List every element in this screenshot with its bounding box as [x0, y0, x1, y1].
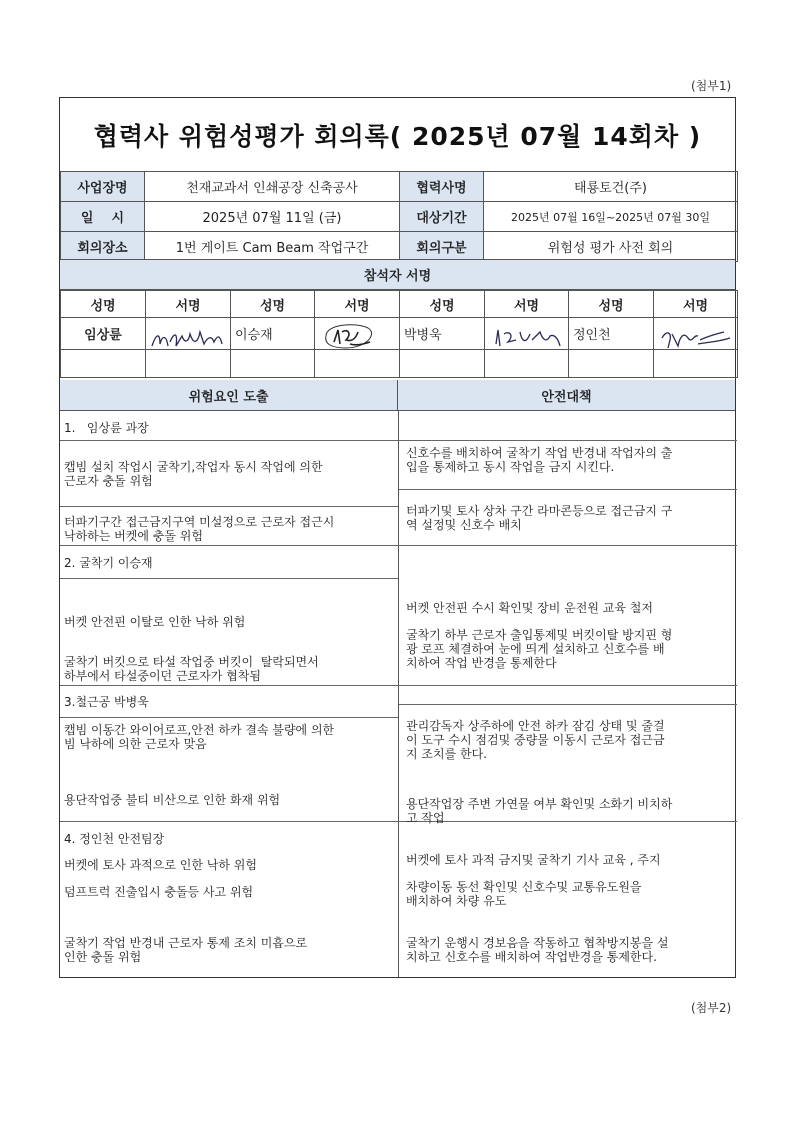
signature-scribble-1 — [148, 324, 228, 354]
hazard-item: 용단작업중 불티 비산으로 인한 화재 위험 — [64, 793, 281, 807]
place-label: 회의장소 — [61, 232, 145, 262]
sign-header: 서명 — [485, 291, 569, 318]
row-divider — [399, 545, 737, 546]
name-header: 성명 — [231, 291, 315, 318]
row-divider — [60, 821, 399, 822]
hazard-item: 덤프트럭 진출입시 충돌등 사고 위험 — [64, 885, 254, 899]
empty-cell — [400, 350, 485, 378]
hazard-item: 캡빔 설치 작업시 굴착기,작업자 동시 작업에 의한 근로자 충돌 위험 — [64, 460, 323, 488]
empty-cell — [569, 350, 654, 378]
date-label: 일 시 — [61, 202, 145, 232]
attendee-name: 이승재 — [231, 318, 315, 350]
hazard-item: 캡빔 이동간 와이어로프,안전 하카 결속 불량에 의한 빔 낙하에 의한 근로자 맞음 — [64, 723, 335, 751]
measure-item: 굴착기 운행시 경보음을 작동하고 협착방지봉을 설 치하고 신호수를 배치하여 작업반경을 통제한다. — [406, 936, 669, 964]
row-divider — [399, 704, 737, 705]
section-heading: 2. 굴착기 이승재 — [64, 556, 153, 570]
period-label: 대상기간 — [400, 202, 484, 232]
hazard-item: 버켓에 토사 과적으로 인한 낙하 위험 — [64, 858, 257, 872]
column-divider — [398, 411, 399, 978]
meeting-type-value: 위험성 평가 사전 회의 — [484, 232, 738, 262]
measure-item: 신호수를 배치하여 굴착기 작업 반경내 작업자의 출 입을 통제하고 동시 작업을 금지 시킨다. — [406, 446, 673, 474]
partner-label: 협력사명 — [400, 172, 484, 202]
site-value: 천재교과서 인쇄공장 신축공사 — [145, 172, 400, 202]
empty-cell — [654, 350, 738, 378]
row-divider — [60, 685, 399, 686]
document-title: 협력사 위험성평가 회의록( 2025년 07월 14회차 ) — [60, 98, 735, 172]
row-divider — [399, 685, 737, 686]
attendee-signature-heading: 참석자 서명 — [60, 259, 735, 290]
sign-header: 서명 — [146, 291, 231, 318]
measure-column-header: 안전대책 — [398, 380, 735, 410]
row-divider — [60, 717, 399, 718]
hazard-item: 터파기구간 접근금지구역 미설정으로 근로자 접근시 낙하하는 버켓에 충돌 위험 — [64, 515, 335, 543]
signature-scribble-4 — [658, 324, 734, 352]
row-divider — [399, 440, 737, 441]
measure-item: 버켓 안전핀 수시 확인및 장비 운전원 교육 철저 — [406, 601, 653, 615]
meeting-type-label: 회의구분 — [400, 232, 484, 262]
assessment-header-row — [60, 380, 735, 411]
measure-item: 터파기및 토사 상차 구간 라마콘등으로 접근금지 구 역 설정및 신호수 배치 — [406, 504, 673, 532]
hazard-column-header: 위험요인 도출 — [60, 380, 398, 410]
date-value: 2025년 07월 11일 (금) — [145, 202, 400, 232]
attendee-name: 임상륜 — [61, 318, 146, 350]
measure-item: 관리감독자 상주하에 안전 하카 잠김 상태 및 줄걸 이 도구 수시 점검및 중량물 이동시 근로자 접근금 지 조치를 한다. — [406, 719, 665, 761]
empty-cell — [231, 350, 315, 378]
place-value: 1번 게이트 Cam Beam 작업구간 — [145, 232, 400, 262]
meeting-info-table — [60, 171, 738, 262]
row-divider — [399, 489, 737, 490]
hazard-item: 굴착기 버킷으로 타설 작업중 버킷이 탈락되면서 하부에서 타설중이던 근로자가 협착됨 — [64, 655, 319, 683]
partner-value: 태룡토건(주) — [484, 172, 738, 202]
sign-header: 서명 — [654, 291, 738, 318]
empty-cell — [61, 350, 146, 378]
empty-cell — [485, 350, 569, 378]
measure-item: 굴착기 하부 근로자 출입통제및 버킷이탈 방지핀 형 광 로프 체결하여 눈에 띄게 설치하고 신호수를 배 치하여 작업 반경을 통제한다 — [406, 628, 673, 670]
attachment-label-top: (첨부1) — [691, 79, 732, 93]
measure-item: 버켓에 토사 과적 금지및 굴착기 기사 교육 , 주지 — [406, 853, 661, 867]
attachment-label-bottom: (첨부2) — [691, 1001, 732, 1015]
period-value: 2025년 07월 16일~2025년 07월 30일 — [484, 202, 738, 232]
measure-item: 용단작업장 주변 가연물 여부 확인및 소화기 비치하 고 작업 — [406, 797, 673, 825]
row-divider — [60, 440, 399, 441]
section-heading: 3.철근공 박병욱 — [64, 695, 149, 709]
hazard-item: 굴착기 작업 반경내 근로자 통제 조치 미흡으로 인한 충돌 위험 — [64, 936, 308, 964]
name-header: 성명 — [61, 291, 146, 318]
signature-scribble-3 — [492, 324, 568, 352]
signature-scribble-2 — [316, 318, 386, 354]
section-heading: 1. 임상륜 과장 — [64, 421, 149, 435]
row-divider — [60, 578, 399, 579]
attendee-name: 정인천 — [569, 318, 654, 350]
name-header: 성명 — [569, 291, 654, 318]
sign-header: 서명 — [315, 291, 400, 318]
row-divider — [60, 506, 399, 507]
measure-item: 차량이동 동선 확인및 신호수및 교통유도원을 배치하여 차량 유도 — [406, 880, 642, 908]
hazard-item: 버켓 안전핀 이탈로 인한 낙하 위험 — [64, 615, 246, 629]
meeting-minutes-form — [59, 97, 736, 978]
attendee-name: 박병욱 — [400, 318, 485, 350]
row-divider — [60, 545, 399, 546]
site-label: 사업장명 — [61, 172, 145, 202]
section-heading: 4. 정인천 안전팀장 — [64, 832, 165, 846]
name-header: 성명 — [400, 291, 485, 318]
